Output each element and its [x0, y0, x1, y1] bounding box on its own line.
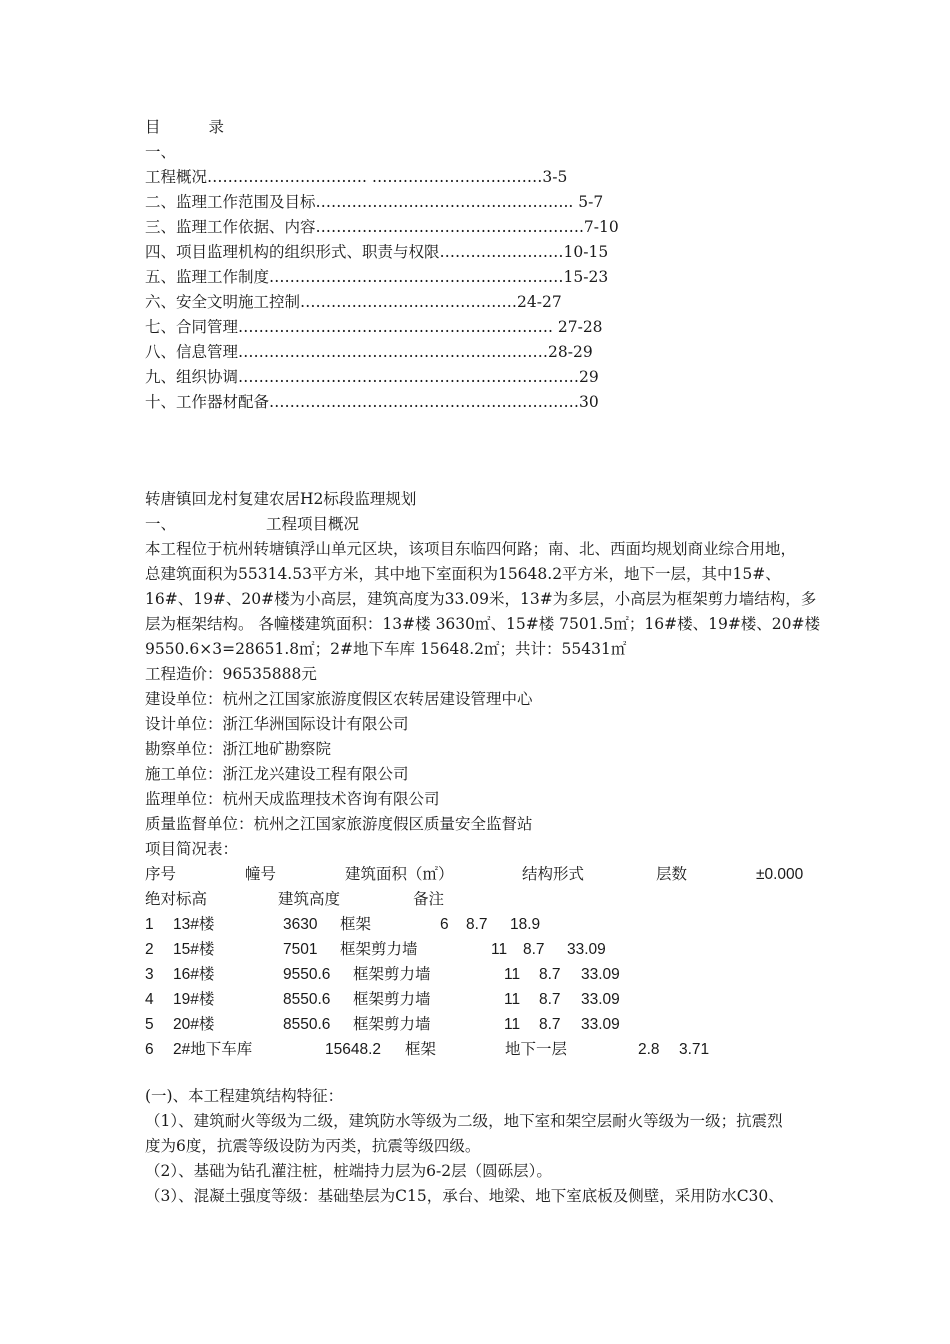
cell-height: 33.09	[581, 966, 620, 983]
cell-no: 5	[145, 1016, 154, 1033]
toc-item: 二、监理工作范围及目标………………………………………….. 5-7	[145, 193, 604, 211]
cell-height: 33.09	[567, 941, 606, 958]
toc-item: 九、组织协调…………………………………………………………29	[145, 368, 599, 386]
toc-item: 三、监理工作依据、内容…………………………………………….7-10	[145, 218, 619, 236]
info-line: 工程造价：96535888元	[145, 665, 317, 683]
toc-heading	[145, 115, 825, 140]
cell-elevation: 8.7	[466, 916, 488, 933]
cell-no: 4	[145, 991, 154, 1008]
table-row	[145, 1037, 825, 1062]
info-line: 勘察单位：浙江地矿勘察院	[145, 740, 332, 758]
cell-height: 18.9	[510, 916, 541, 933]
cell-elevation: 8.7	[539, 966, 561, 983]
paragraph-line: 9550.6×3=28651.8㎡；2#地下车库 15648.2㎡；共计：55431㎡	[145, 640, 627, 658]
table-row	[145, 1012, 825, 1037]
section-heading	[145, 512, 825, 537]
cell-floors: 6	[440, 916, 449, 933]
features-heading: (一)、本工程建筑结构特征：	[145, 1087, 344, 1105]
info-line: 设计单位：浙江华洲国际设计有限公司	[145, 715, 409, 733]
cell-building: 2#地下车库	[173, 1041, 253, 1058]
feature-line: （1）、建筑耐火等级为二级，建筑防水等级为二级，地下室和架空层耐火等级为一级；抗震烈	[145, 1112, 783, 1130]
cell-no: 2	[145, 941, 154, 958]
cell-elevation: 8.7	[539, 991, 561, 1008]
header-cell-floors: 层数	[656, 865, 688, 883]
cell-area: 8550.6	[283, 1016, 331, 1033]
header-cell-remarks: 备注	[413, 890, 445, 908]
info-line: 建设单位：杭州之江国家旅游度假区农转居建设管理中心	[145, 690, 533, 708]
header-cell-height: 建筑高度	[278, 890, 341, 908]
header-cell-area: 建筑面积（㎡）	[345, 865, 454, 883]
cell-structure: 框架剪力墙	[353, 991, 431, 1008]
paragraph-line: 层为框架结构。 各幢楼建筑面积：13#楼 3630㎡、15#楼 7501.5㎡；16#楼、19#楼、20#楼	[145, 615, 821, 633]
toc-item: 四、项目监理机构的组织形式、职责与权限……………………10-15	[145, 243, 609, 261]
overview-paragraph	[145, 537, 825, 662]
cell-structure: 框架	[340, 916, 372, 933]
toc-item: 八、信息管理……………………………………………………28-29	[145, 343, 593, 361]
cell-area: 7501	[283, 941, 318, 958]
cell-building: 19#楼	[173, 991, 215, 1008]
cell-area: 8550.6	[283, 991, 331, 1008]
project-table	[145, 862, 825, 1062]
header-cell-structure: 结构形式	[522, 865, 585, 883]
cell-area: 15648.2	[325, 1041, 382, 1058]
cell-floors: 11	[491, 941, 508, 958]
cell-building: 16#楼	[173, 966, 215, 983]
cell-height: 33.09	[581, 1016, 620, 1033]
info-line: 施工单位：浙江龙兴建设工程有限公司	[145, 765, 409, 783]
toc-item: 工程概况…………………………. ……………………………3-5	[145, 168, 568, 186]
cell-structure: 框架剪力墙	[353, 966, 431, 983]
cell-floors: 11	[504, 1016, 521, 1033]
cell-floors: 地下一层	[505, 1041, 568, 1058]
paragraph-line: 16#、19#、20#楼为小高层，建筑高度为33.09米，13#为多层，小高层为框架剪力墙结构，多	[145, 590, 817, 608]
cell-floors: 11	[504, 966, 521, 983]
spacer	[145, 1062, 825, 1084]
header-cell-zero: ±0.000	[756, 866, 804, 883]
toc-item: 六、安全文明施工控制……………………………………24-27	[145, 293, 562, 311]
cell-height: 3.71	[679, 1041, 710, 1058]
feature-line: （2）、基础为钻孔灌注桩，桩端持力层为6-2层（圆砾层）。	[145, 1162, 552, 1180]
feature-line: （3）、混凝土强度等级：基础垫层为C15，承台、地梁、地下室底板及侧壁，采用防水C30、	[145, 1187, 784, 1205]
cell-building: 20#楼	[173, 1016, 215, 1033]
section-title: 工程项目概况	[266, 515, 360, 533]
info-line: 质量监督单位：杭州之江国家旅游度假区质量安全监督站	[145, 815, 533, 833]
table-row	[145, 937, 825, 962]
table-header-row	[145, 862, 825, 887]
section-number: 一、	[145, 515, 177, 533]
cell-floors: 11	[504, 991, 521, 1008]
info-line: 项目简况表：	[145, 840, 239, 858]
cell-elevation: 2.8	[638, 1041, 660, 1058]
toc-item: 七、合同管理……………………………………………………. 27-28	[145, 318, 603, 336]
cell-elevation: 8.7	[539, 1016, 561, 1033]
cell-structure: 框架剪力墙	[340, 941, 418, 958]
feature-line: 度为6度，抗震等级设防为丙类，抗震等级四级。	[145, 1137, 481, 1155]
paragraph-line: 本工程位于杭州转塘镇浮山单元区块，该项目东临四何路；南、北、西面均规划商业综合用地，	[145, 540, 797, 558]
table-row	[145, 962, 825, 987]
toc-list	[145, 140, 825, 415]
table-header-row	[145, 887, 825, 912]
cell-no: 1	[145, 916, 154, 933]
info-line: 监理单位：杭州天成监理技术咨询有限公司	[145, 790, 440, 808]
document-page	[145, 115, 825, 1209]
header-cell-building: 幢号	[245, 865, 277, 883]
paragraph-line: 总建筑面积为55314.53平方米，其中地下室面积为15648.2平方米，地下一层，其中15#、	[145, 565, 781, 583]
spacer	[145, 415, 825, 487]
cell-height: 33.09	[581, 991, 620, 1008]
features-list	[145, 1109, 825, 1209]
cell-building: 15#楼	[173, 941, 215, 958]
document-title: 转唐镇回龙村复建农居H2标段监理规划	[145, 490, 417, 508]
table-row	[145, 987, 825, 1012]
toc-item: 一、	[145, 143, 177, 161]
toc-heading-left: 目	[145, 118, 161, 136]
cell-area: 3630	[283, 916, 318, 933]
toc-heading-right: 录	[208, 118, 225, 136]
toc-item: 十、工作器材配备……………………………………………………30	[145, 393, 599, 411]
cell-no: 6	[145, 1041, 154, 1058]
table-row	[145, 912, 825, 937]
project-info	[145, 662, 825, 862]
toc-item: 五、监理工作制度…………………………………………………15-23	[145, 268, 609, 286]
cell-structure: 框架剪力墙	[353, 1016, 431, 1033]
cell-elevation: 8.7	[523, 941, 545, 958]
cell-area: 9550.6	[283, 966, 331, 983]
cell-no: 3	[145, 966, 154, 983]
cell-building: 13#楼	[173, 916, 215, 933]
cell-structure: 框架	[405, 1041, 437, 1058]
header-cell-no: 序号	[145, 865, 177, 883]
header-cell-abs-elev: 绝对标高	[145, 890, 208, 908]
